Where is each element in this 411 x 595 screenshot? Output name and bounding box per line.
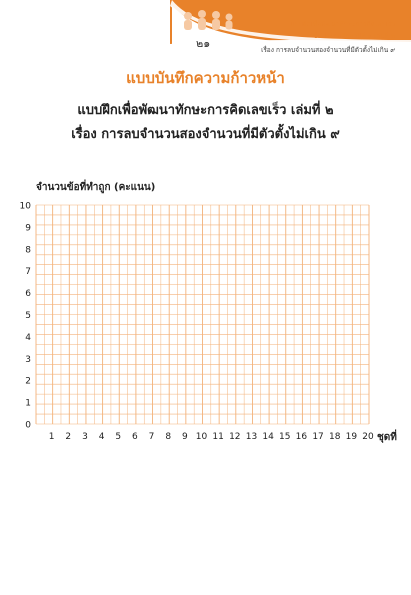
y-tick-label: 10: [19, 201, 31, 212]
y-tick-label: 1: [25, 398, 31, 409]
x-tick-label: 2: [65, 432, 72, 442]
y-axis-label: จำนวนข้อที่ทำถูก (คะแนน): [36, 182, 156, 193]
x-tick-label: 4: [98, 432, 105, 442]
x-tick-label: 15: [279, 432, 291, 442]
x-tick-label: 11: [212, 432, 224, 442]
page-number: ๒๑: [196, 37, 211, 50]
x-tick-label: 19: [345, 432, 358, 442]
x-tick-label: 17: [312, 432, 324, 442]
x-tick-label: 12: [229, 432, 241, 442]
y-tick-label: 7: [25, 267, 31, 278]
header-topic: เรื่อง การลบจำนวนสองจำนวนที่มีตัวตั้งไม่เกิน ๙: [261, 46, 395, 54]
x-tick-label: 14: [262, 432, 274, 442]
y-tick-label: 3: [25, 354, 31, 365]
x-tick-label: 10: [195, 432, 208, 442]
y-tick-label: 2: [25, 376, 31, 387]
x-axis-label: ชุดที่: [377, 432, 397, 443]
x-tick-label: 9: [181, 432, 188, 442]
x-tick-labels: [49, 432, 374, 442]
series-subtitle: ชั้นประถมศึกษาปีที่ ๑ เล่มที่ ๒: [313, 32, 395, 40]
y-tick-label: 9: [25, 223, 31, 234]
y-tick-label: 6: [25, 289, 31, 300]
series-title: แบบฝึกเพื่อพัฒนาทักษะการคิดเลขเร็ว: [290, 20, 395, 28]
x-tick-label: 3: [82, 432, 88, 442]
x-tick-label: 6: [132, 432, 138, 442]
x-tick-label: 18: [328, 432, 341, 442]
y-tick-label: 8: [25, 245, 31, 256]
chart-grid: [36, 205, 369, 424]
x-tick-label: 13: [245, 432, 258, 442]
book-title: แบบฝึกเพื่อพัฒนาทักษะการคิดเลขเร็ว เล่มที่ ๒: [77, 103, 334, 118]
y-tick-label: 4: [25, 332, 31, 343]
y-tick-label: 5: [25, 311, 31, 321]
record-title: แบบบันทึกความก้าวหน้า: [126, 69, 285, 87]
y-tick-labels: [20, 202, 32, 431]
x-tick-label: 1: [48, 432, 55, 442]
x-tick-label: 16: [295, 432, 308, 442]
x-tick-label: 20: [362, 432, 374, 442]
lesson-title: เรื่อง การลบจำนวนสองจำนวนที่มีตัวตั้งไม่เกิน ๙: [71, 127, 340, 142]
x-tick-label: 8: [165, 432, 172, 442]
y-tick-label: 0: [25, 420, 31, 431]
x-tick-label: 5: [115, 432, 122, 442]
x-tick-label: 7: [148, 432, 155, 442]
